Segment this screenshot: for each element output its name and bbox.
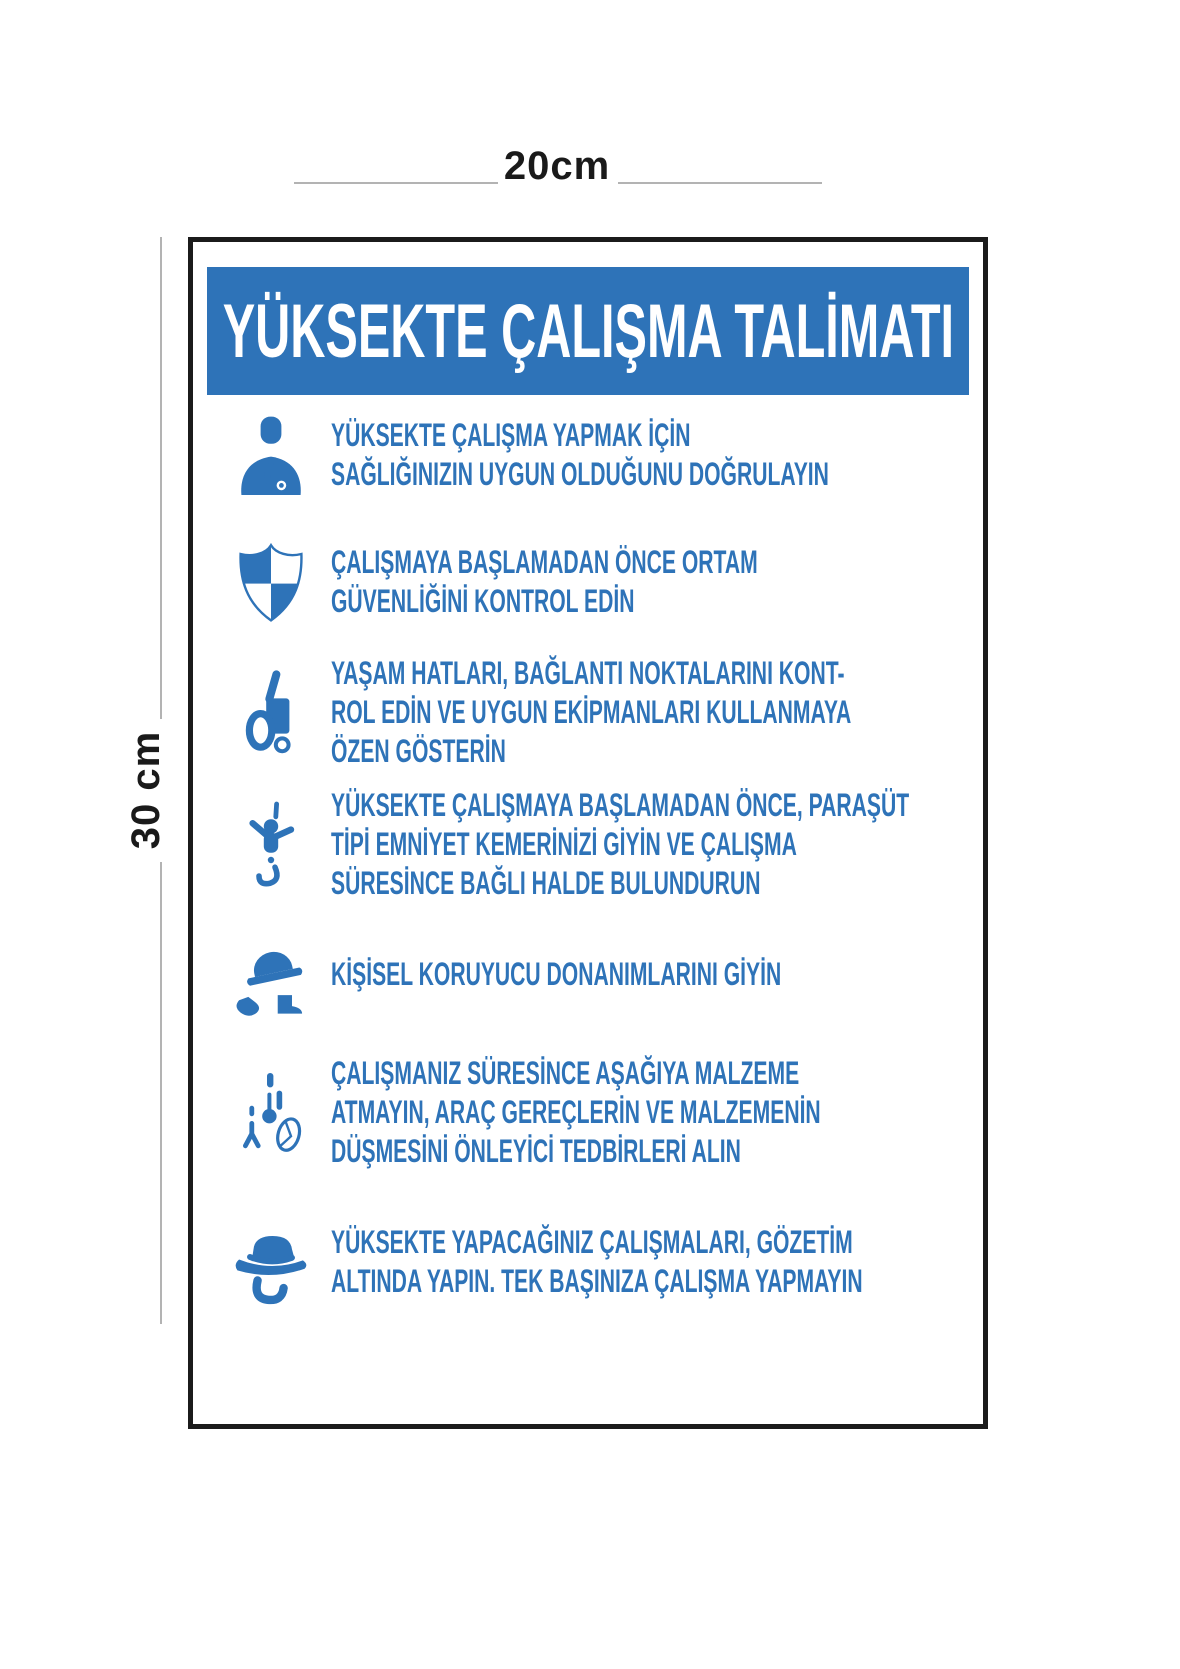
instruction-row xyxy=(223,1204,967,1319)
instruction-line: SAĞLIĞINIZIN UYGUN OLDUĞUNU DOĞRULAYIN xyxy=(331,455,829,492)
instruction-line: ALTINDA YAPIN. TEK BAŞINIZA ÇALIŞMA YAPMAYIN xyxy=(331,1262,863,1299)
width-dimension-label: 20cm xyxy=(503,144,611,188)
instruction-line: KİŞİSEL KORUYUCU DONANIMLARINI GİYİN xyxy=(331,956,782,992)
height-dimension-line xyxy=(160,862,162,1324)
safety-harness-icon xyxy=(223,784,319,904)
safety-sign-board xyxy=(188,237,988,1429)
instruction-line: GÜVENLİĞİNİ KONTROL EDİN xyxy=(331,582,635,619)
instruction-line: SÜRESİNCE BAĞLI HALDE BULUNDURUN xyxy=(331,864,761,901)
instruction-row xyxy=(223,784,967,904)
supervisor-icon xyxy=(223,1204,319,1319)
width-dimension-line xyxy=(618,182,822,184)
instruction-row xyxy=(223,1050,967,1175)
instruction-text xyxy=(331,654,851,771)
instruction-text xyxy=(331,416,829,494)
lifeline-carabiner-icon xyxy=(223,652,319,772)
security-shield-icon xyxy=(223,524,319,639)
sign-title: YÜKSEKTE ÇALIŞMA TALİMATI xyxy=(222,288,954,374)
title-banner xyxy=(207,267,969,395)
instruction-text xyxy=(331,543,758,621)
health-check-icon xyxy=(223,397,319,512)
instruction-text xyxy=(331,1054,821,1171)
instruction-line: YÜKSEKTE ÇALIŞMA YAPMAK İÇİN xyxy=(331,416,691,453)
height-dimension-line xyxy=(160,237,162,719)
instruction-line: DÜŞMESİNİ ÖNLEYİCİ TEDBİRLERİ ALIN xyxy=(331,1133,741,1169)
instruction-line: ATMAYIN, ARAÇ GEREÇLERİN VE MALZEMENİN xyxy=(331,1094,821,1130)
height-dimension-label: 30 cm xyxy=(124,730,168,850)
instruction-line: ÇALIŞMAYA BAŞLAMADAN ÖNCE ORTAM xyxy=(331,543,758,580)
instruction-line: YÜKSEKTE ÇALIŞMAYA BAŞLAMADAN ÖNCE, PARAŞÜT xyxy=(331,786,910,823)
instruction-line: ÖZEN GÖSTERİN xyxy=(331,732,506,769)
ppe-equipment-icon xyxy=(223,917,319,1032)
instruction-line: YAŞAM HATLARI, BAĞLANTI NOKTALARINI KONT- xyxy=(331,654,845,691)
instruction-row xyxy=(223,917,967,1032)
instruction-text xyxy=(331,786,909,903)
instruction-text xyxy=(331,1223,863,1301)
instruction-row xyxy=(223,524,967,639)
falling-objects-icon xyxy=(223,1050,319,1175)
instruction-row xyxy=(223,397,967,512)
instruction-line: ÇALIŞMANIZ SÜRESİNCE AŞAĞIYA MALZEME xyxy=(331,1055,800,1091)
instruction-text xyxy=(331,955,781,994)
instruction-line: ROL EDİN VE UYGUN EKİPMANLARI KULLANMAYA xyxy=(331,693,852,730)
instruction-row xyxy=(223,652,967,772)
width-dimension-line xyxy=(294,182,498,184)
instruction-line: TİPİ EMNİYET KEMERİNİZİ GİYİN VE ÇALIŞMA xyxy=(331,825,797,862)
instruction-line: YÜKSEKTE YAPACAĞINIZ ÇALIŞMALARI, GÖZETİM xyxy=(331,1223,853,1260)
